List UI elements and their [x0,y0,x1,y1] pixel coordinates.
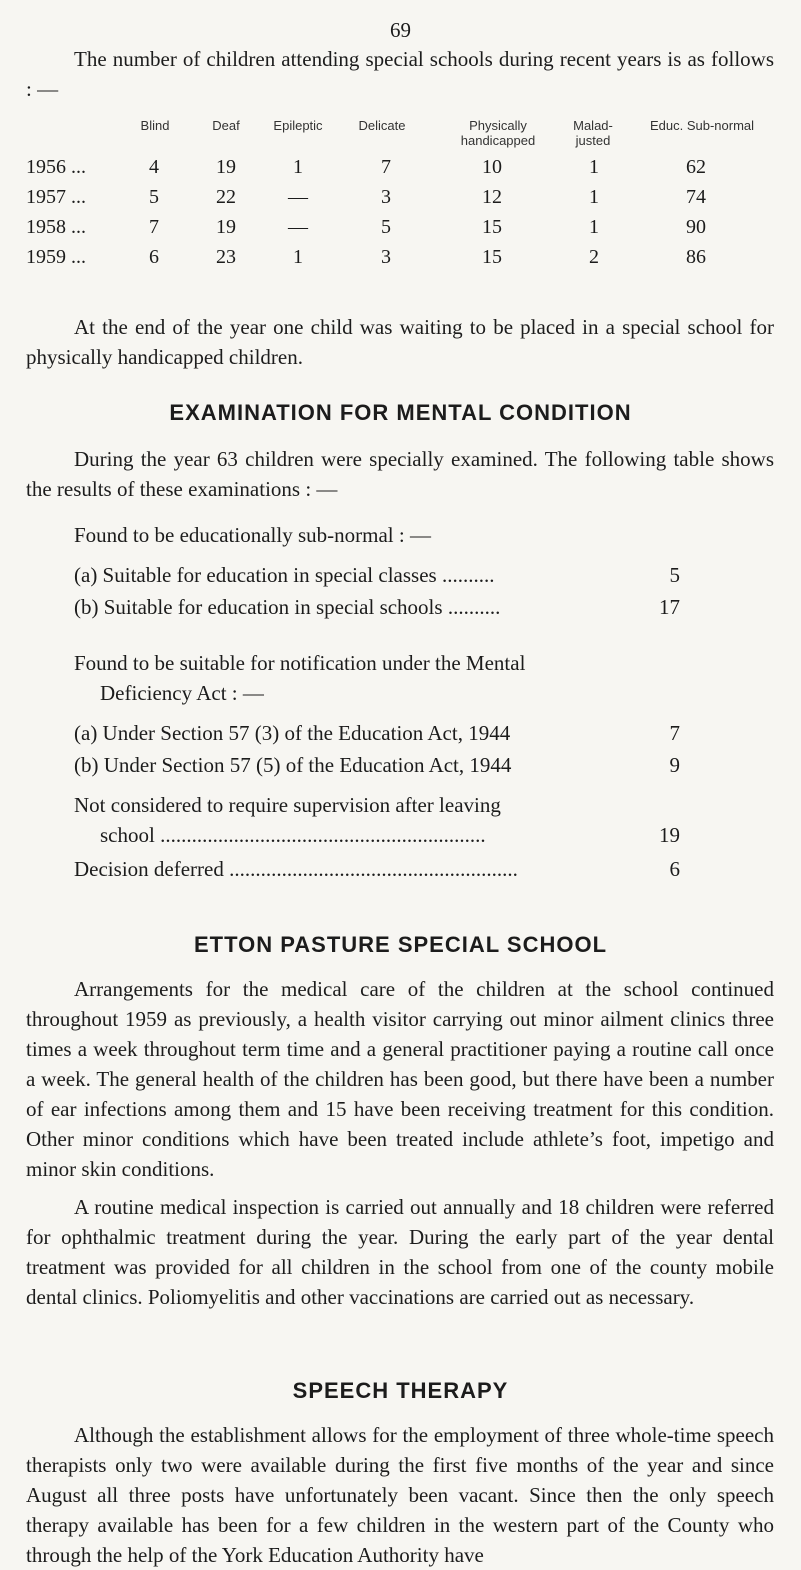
examination-intro: During the year 63 children were specially examined. The following table shows the results of these examinations : — [26,447,774,501]
cell-blind: 7 [149,216,159,238]
cell-delicate: 3 [381,186,391,208]
table-row [26,186,774,216]
item-section-57-5: (b) Under Section 57 (5) of the Education Act, 1944 [74,753,512,777]
cell-delicate: 3 [381,246,391,268]
cell-physically-handicapped: 10 [482,156,502,178]
table-row [26,216,774,246]
row-year: 1956 ... [26,156,86,178]
col-header-maladjusted: Malad-justed [573,118,613,148]
cell-educ-subnormal: 86 [686,246,706,268]
cell-epileptic: 1 [293,246,303,268]
col-header-blind: Blind [140,118,170,133]
value-special-classes: 5 [669,563,680,587]
waiting-paragraph: At the end of the year one child was waiting to be placed in a special school for physically handicapped children. [26,315,774,369]
heading-speech-therapy: SPEECH THERAPY [292,1378,509,1403]
value-decision-deferred: 6 [669,857,680,881]
value-not-considered: 19 [659,823,680,847]
cell-delicate: 7 [381,156,391,178]
value-section-57-5: 9 [669,753,680,777]
heading-etton-pasture: ETTON PASTURE SPECIAL SCHOOL [193,932,608,957]
cell-maladjusted: 1 [589,186,599,208]
value-section-57-3: 7 [669,721,680,745]
item-special-schools: (b) Suitable for education in special schools .......... [74,595,501,619]
speech-therapy-paragraph: Although the establishment allows for the employment of three whole-time speech therapists only two were available during the first five months of the year and since August all three posts have unfortunately been vacant. Since then the only speech therapy available has been for a few children in the western part of the County who through the help of the York Education Authority have [26,1423,774,1567]
found-notification-line1: Found to be suitable for notification under the Mental [74,651,526,675]
not-considered-line2: school .............................................................. [100,823,486,847]
cell-educ-subnormal: 90 [686,216,706,238]
col-header-physically-handicapped: Physically handicapped [460,118,536,148]
not-considered-line1: Not considered to require supervision after leaving [74,793,501,817]
item-section-57-3: (a) Under Section 57 (3) of the Education Act, 1944 [74,721,511,745]
etton-paragraph-1: Arrangements for the medical care of the children at the school continued throughout 1959 as previously, a health visitor carrying out minor ailment clinics three times a week throughout term time and a general practitioner paying a routine call once a week. The general health of the children has been good, but there have been a number of ear infections among them and 15 have been receiving treatment for this condition. Other minor conditions which have been treated include athlete’s foot, impetigo and minor skin conditions. [26,977,774,1181]
heading-examination: EXAMINATION FOR MENTAL CONDITION [169,400,632,425]
row-year: 1958 ... [26,216,86,238]
page-number: 69 [390,18,411,42]
cell-blind: 6 [149,246,159,268]
cell-educ-subnormal: 74 [686,186,706,208]
cell-delicate: 5 [381,216,391,238]
row-year: 1959 ... [26,246,86,268]
decision-deferred-label: Decision deferred ....................................................... [74,857,518,881]
cell-deaf: 19 [216,216,236,238]
cell-deaf: 19 [216,156,236,178]
cell-physically-handicapped: 12 [482,186,502,208]
value-special-schools: 17 [659,595,680,619]
col-header-deaf: Deaf [212,118,240,133]
cell-epileptic: — [288,186,308,208]
cell-maladjusted: 1 [589,216,599,238]
table-row [26,246,774,276]
cell-maladjusted: 2 [589,246,599,268]
cell-deaf: 23 [216,246,236,268]
cell-blind: 4 [149,156,159,178]
cell-epileptic: 1 [293,156,303,178]
col-header-educ-subnormal: Educ. Sub-normal [649,118,755,133]
cell-physically-handicapped: 15 [482,216,502,238]
item-special-classes: (a) Suitable for education in special classes .......... [74,563,495,587]
intro-paragraph: The number of children attending special schools during recent years is as follows : — [26,47,774,101]
found-subnormal-label: Found to be educationally sub-normal : — [74,523,431,547]
cell-physically-handicapped: 15 [482,246,502,268]
table-row [26,156,774,186]
etton-paragraph-2: A routine medical inspection is carried out annually and 18 children were referred for ophthalmic treatment during the year. During the early part of the year dental treatment was provided for all children in the school from one of the county mobile dental clinics. Poliomyelitis and other vaccinations are carried out as necessary. [26,1195,774,1309]
row-year: 1957 ... [26,186,86,208]
col-header-delicate: Delicate [358,118,406,133]
cell-maladjusted: 1 [589,156,599,178]
cell-epileptic: — [288,216,308,238]
cell-blind: 5 [149,186,159,208]
cell-deaf: 22 [216,186,236,208]
cell-educ-subnormal: 62 [686,156,706,178]
found-notification-line2: Deficiency Act : — [100,681,264,705]
col-header-epileptic: Epileptic [273,118,323,133]
